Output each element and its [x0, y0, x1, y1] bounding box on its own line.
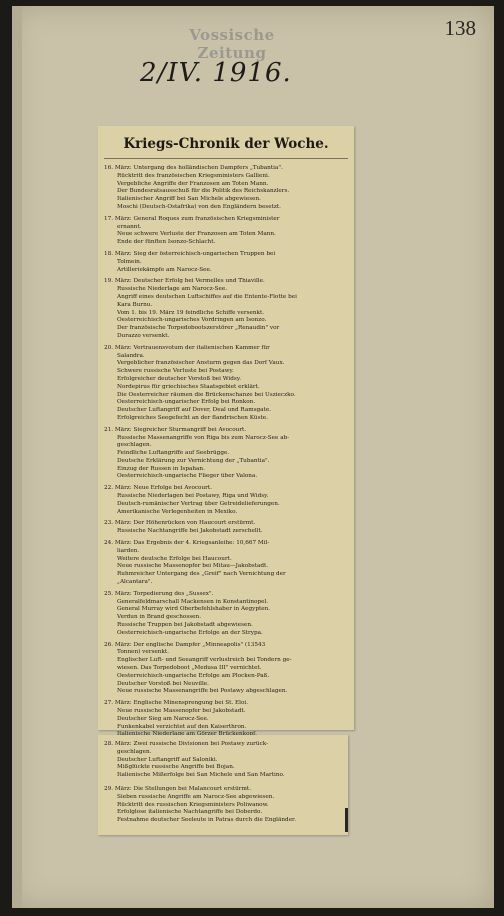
chronicle-entry: [98, 741, 348, 780]
newspaper-stamp: Vossische Zeitung: [189, 26, 275, 62]
entry-line: Neue russische Massenopfer bei Mitau—Jakobstadt.: [117, 563, 269, 570]
newspaper-clipping-continuation: [98, 735, 348, 835]
margin-mark: [345, 808, 348, 832]
entry-line: Russische Niederlagen bei Postawy, Riga und Widsy.: [117, 493, 269, 500]
chronicle-entry: [98, 540, 354, 587]
newspaper-clipping-main: [98, 126, 354, 730]
entry-line: Tolmein.: [117, 258, 142, 265]
entry-line: Mißglückte russische Angriffe bei Bojan.: [117, 764, 235, 771]
entry-line: Italienischer Angriff bei San Michele abgewiesen.: [117, 196, 261, 203]
entry-date-line: 17. März: General Roques zum französischen Kriegsminister: [104, 215, 280, 222]
entry-line: Nordepirus für griechisches Staatsgebiet erklärt.: [117, 383, 260, 390]
chronicle-entry: [98, 591, 354, 638]
page-edge: [12, 6, 22, 908]
entry-date-line: 18. März: Sieg der österreichisch-ungarischen Truppen bei: [104, 250, 276, 257]
entry-line: Vom 1. bis 19. März 19 feindliche Schiffe versenkt.: [117, 309, 265, 316]
entry-line: Russische Niederlage am Narocz-See.: [117, 286, 228, 293]
entry-line: Rücktritt des französischen Kriegsministers Gallieni.: [117, 172, 270, 179]
chronicle-entries-continued: [98, 741, 348, 825]
entry-date-line: 21. März: Siegreicher Sturmangriff bei Avocourt.: [104, 426, 247, 433]
handwritten-date: 2/IV. 1916.: [140, 58, 292, 88]
entry-line: General Murray wird Oberbefehlshaber in Aegypten.: [117, 606, 271, 613]
chronicle-entry: [98, 216, 354, 247]
entry-line: Oesterreichisch-ungarisches Vordringen am Isonzo.: [117, 317, 267, 324]
entry-line: Italienische Mißerfolge bei San Michele und San Martino.: [117, 772, 285, 779]
entry-line: Amerikanische Verlegenheiten in Mexiko.: [117, 508, 238, 515]
entry-line: Kara Burnu.: [117, 301, 153, 308]
entry-line: Generalfeldmarschall Mackensen in Konstantinopel.: [117, 598, 269, 605]
chronicle-entry: [98, 278, 354, 340]
entry-line: Deutsch-rumänischer Vertrag über Getreidelieferungen.: [117, 500, 280, 507]
entry-line: Englischer Luft- und Seeangriff verlustreich bei Tondern ge-: [117, 657, 292, 664]
entry-line: Neue schwere Verluste der Franzosen am Toten Mann.: [117, 231, 276, 238]
chronicle-entry: [98, 642, 354, 697]
entry-line: Festnahme deutscher Seeleute in Patras durch die Engländer.: [117, 817, 296, 824]
entry-line: liarden.: [117, 547, 140, 554]
entry-line: Tonnen) versenkt.: [117, 649, 169, 656]
entry-line: Neue russische Massenopfer bei Jakobstadt.: [117, 708, 246, 714]
entry-date-line: 29. März: Die Stellungen bei Malancourt erstürmt.: [104, 785, 252, 792]
entry-line: Erfolglose italienische Nachtangriffe bei Doberdo.: [117, 809, 263, 816]
clipping-title: Kriegs-Chronik der Woche.: [104, 126, 348, 159]
entry-line: Oesterreichisch-ungarische Erfolge am Plocken-Paß.: [117, 672, 270, 679]
entry-line: Russische Truppen bei Jakobstadt abgewiesen.: [117, 622, 253, 629]
entry-line: Einzug der Russen in Ispahan.: [117, 465, 205, 472]
entry-line: Durazzo versenkt.: [117, 332, 170, 339]
chronicle-entry: [98, 165, 354, 212]
entry-line: Rücktritt des russischen Kriegsministers Poliwanow.: [117, 801, 269, 808]
chronicle-entry: [98, 251, 354, 274]
entry-line: Deutscher Luftangriff auf Dover, Deal und Ramsgate.: [117, 407, 272, 414]
entry-line: Weitere deutsche Erfolge bei Haucourt.: [117, 555, 232, 562]
entry-date-line: 27. März: Englische Minensprengung bei St. Eloi.: [104, 700, 249, 707]
entry-line: Deutscher Vorstoß bei Neuville.: [117, 680, 209, 687]
chronicle-entry: [98, 345, 354, 423]
entry-line: „Alcantara".: [117, 579, 153, 586]
entry-line: Vergeblicher französischer Ansturm gegen das Dorf Vaux.: [117, 360, 285, 367]
entry-line: Russische Nachtangriffe bei Jakobstadt zerschellt.: [117, 528, 263, 535]
entry-line: Erfolgreiches Seegefecht an der flandrischen Küste.: [117, 414, 268, 421]
entry-date-line: 28. März: Zwei russische Divisionen bei Postawy zurück-: [104, 741, 269, 747]
entry-line: Russische Massenangriffe von Riga bis zum Narocz-See ab-: [117, 434, 290, 441]
entry-line: Oesterreichisch-ungarische Erfolge an der Strypa.: [117, 629, 263, 636]
entry-line: Der Bundesratsausschuß für die Politik des Reichskanzlers.: [117, 188, 290, 195]
entry-line: Deutsche Erklärung zur Vernichtung der „Tubantia".: [117, 457, 270, 464]
entry-line: wiesen. Das Torpedoboot „Medusa III" vernichtet.: [117, 665, 262, 672]
entry-line: Ende der fünften Isonzo-Schlacht.: [117, 239, 216, 246]
entry-line: Ruhmreicher Untergang des „Greif" nach Vernichtung der: [117, 571, 286, 578]
entry-line: Oesterreichisch-ungarischer Erfolg bei Ronkon.: [117, 399, 256, 406]
chronicle-entry: [98, 700, 354, 739]
chronicle-entry: [98, 485, 354, 516]
entry-line: Schwere russische Verluste bei Postawy.: [117, 368, 234, 375]
entry-line: Moschi (Deutsch-Ostafrika) von den Engländern besetzt.: [117, 203, 281, 210]
entry-line: Salandra.: [117, 352, 145, 359]
entry-line: geschlagen.: [117, 748, 152, 755]
entry-line: Verdun in Brand geschossen.: [117, 614, 202, 621]
page-number: 138: [444, 16, 476, 40]
entry-date-line: 23. März: Der Höhenrücken von Haucourt erstürmt.: [104, 520, 256, 527]
entry-line: Artilleriekämpfe am Narocz-See.: [117, 266, 212, 273]
entry-date-line: 16. März: Untergang des holländischen Dampfers „Tubantia".: [104, 165, 283, 171]
entry-line: Deutscher Luftangriff auf Saloniki.: [117, 756, 218, 763]
entry-date-line: 26. März: Der englische Dampfer „Minneapolis" (13543: [104, 641, 266, 648]
chronicle-entry: [98, 786, 348, 825]
entry-line: ernannt.: [117, 223, 142, 230]
entry-line: Die Oesterreicher räumen die Brückenschanze bei Uszieczko.: [117, 391, 296, 398]
entry-line: Vergebliche Angriffe der Franzosen am Toten Mann.: [117, 180, 269, 187]
entry-line: Angriff eines deutschen Luftschiffes auf die Entente-Flotte bei: [117, 293, 297, 300]
entry-date-line: 20. März: Vertrauensvotum der italienischen Kammer für: [104, 344, 270, 351]
entry-line: Oesterreichisch-ungarische Flieger über Valona.: [117, 473, 258, 480]
chronicle-entry: [98, 427, 354, 482]
entry-line: Der französische Torpedobootszerstörer „Renaudin" vor: [117, 325, 280, 332]
entry-line: Erfolgreicher deutscher Vorstoß bei Widsy.: [117, 375, 242, 382]
chronicle-entries: [98, 165, 354, 739]
entry-date-line: 22. März: Neue Erfolge bei Avocourt.: [104, 485, 212, 492]
entry-line: Sieben russische Angriffe am Narocz-See abgewiesen.: [117, 793, 275, 800]
chronicle-entry: [98, 520, 354, 536]
entry-line: Feindliche Luftangriffe auf Seebrügge.: [117, 450, 230, 457]
entry-line: Deutscher Sieg am Narocz-See.: [117, 715, 209, 722]
entry-line: Neue russische Massenangriffe bei Postawy abgeschlagen.: [117, 688, 288, 695]
entry-date-line: 19. März: Deutscher Erfolg bei Vermelles und Thiaville.: [104, 278, 265, 285]
entry-line: geschlagen.: [117, 442, 152, 449]
entry-line: Funkenkabel verzichtet auf den Kaiserthron.: [117, 723, 247, 730]
entry-date-line: 25. März: Torpedierung des „Sussex".: [104, 590, 214, 597]
entry-date-line: 24. März: Das Ergebnis der 4. Kriegsanleihe: 10,667 Mil-: [104, 540, 270, 547]
